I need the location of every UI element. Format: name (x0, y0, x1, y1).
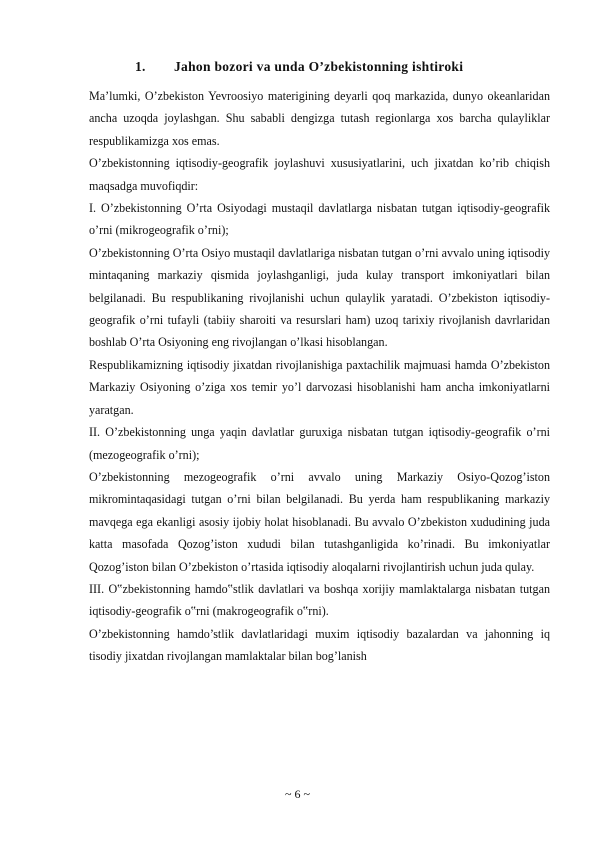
section-title: Jahon bozori va unda O’zbekistonning ishtiroki (174, 59, 464, 74)
paragraph-8: III. O‟zbekistonning hamdo‟stlik davlatlari va boshqa xorijiy mamlaktalarga nisbatan tutgan iqtisodiy-geografik o‟rni (makrogeografik o‟rni). (89, 581, 550, 619)
paragraph-2: O’zbekistonning iqtisodiy-geografik joylashuvi xususiyatlarini, uch jixatdan ko’rib chiqish maqsadga muvofiqdir: (89, 156, 550, 193)
paragraph-5: Respublikamizning iqtisodiy jixatdan rivojlanishiga paxtachilik majmuasi hamda O’zbekiston Markaziy Osiyoning o’ziga xos temir yo’l darvozasi hisoblanishi ham ancha imkoniyatlarni yaratgan. (89, 357, 550, 417)
paragraph-3: I. O’zbekistonning O’rta Osiyodagi mustaqil davlatlarga nisbatan tutgan iqtisodiy-geografik o’rni (mikrogeografik o’rni); (89, 201, 550, 238)
paragraph-4: O’zbekistonning O’rta Osiyo mustaqil davlatlariga nisbatan tutgan o’rni avvalo uning iqtisodiy mintaqaning markaziy qismida joylashganligi, juda kulay transport imkoniyatlari bilan belgilanadi. Bu respublikaning rivojlanishi uchun qulaylik yaratadi. O’zbekiston iqtisodiy-geografik o’rni tufayli (tabiiy sharoiti va resurslari ham) uzoq tarixiy rivojlanish davrlaridan boshlab O’rta Osiyoning eng rivojlangan o’lkasi hisoblangan. (89, 245, 550, 350)
paragraph-6: II. O’zbekistonning unga yaqin davlatlar guruxiga nisbatan tutgan iqtisodiy-geografik o’rni (mezogeografik o’rni); (89, 425, 550, 462)
section-number: 1. (135, 59, 146, 74)
paragraph-9: O’zbekistonning hamdo’stlik davlatlaridagi muxim iqtisodiy bazalardan va jahonning iq tisodiy jixatdan rivojlangan mamlaktalar bilan bog’lanish (89, 626, 550, 664)
paragraph-7: O’zbekistonning mezogeografik o’rni avvalo uning Markaziy Osiyo-Qozog’iston mikromintaqasidagi tutgan o’rni bilan belgilanadi. Bu yerda ham respublikaning markaziy mavqega ega ekanligi asosiy ijobiy holat hisoblanadi. Bu avvalo O’zbekiston xududining juda katta masofada Qozog’iston xududi bilan tutashganligida ko’rinadi. Bu imkoniyatlar Qozog’iston bilan O’zbekiston o’rtasida iqtisodiy aloqalarni rivojlantirish uchun juda qulay. (89, 469, 550, 574)
document-body (89, 85, 550, 668)
paragraph-1: Ma’lumki, O’zbekiston Yevroosiyo materigining deyarli qoq markazida, dunyo okeanlaridan ancha uzoqda joylashgan. Shu sababli dengizga tutash regionlarga xos barcha qulayliklar respublikamizga xos emas. (89, 89, 550, 148)
page-number: ~ 6 ~ (285, 787, 310, 801)
